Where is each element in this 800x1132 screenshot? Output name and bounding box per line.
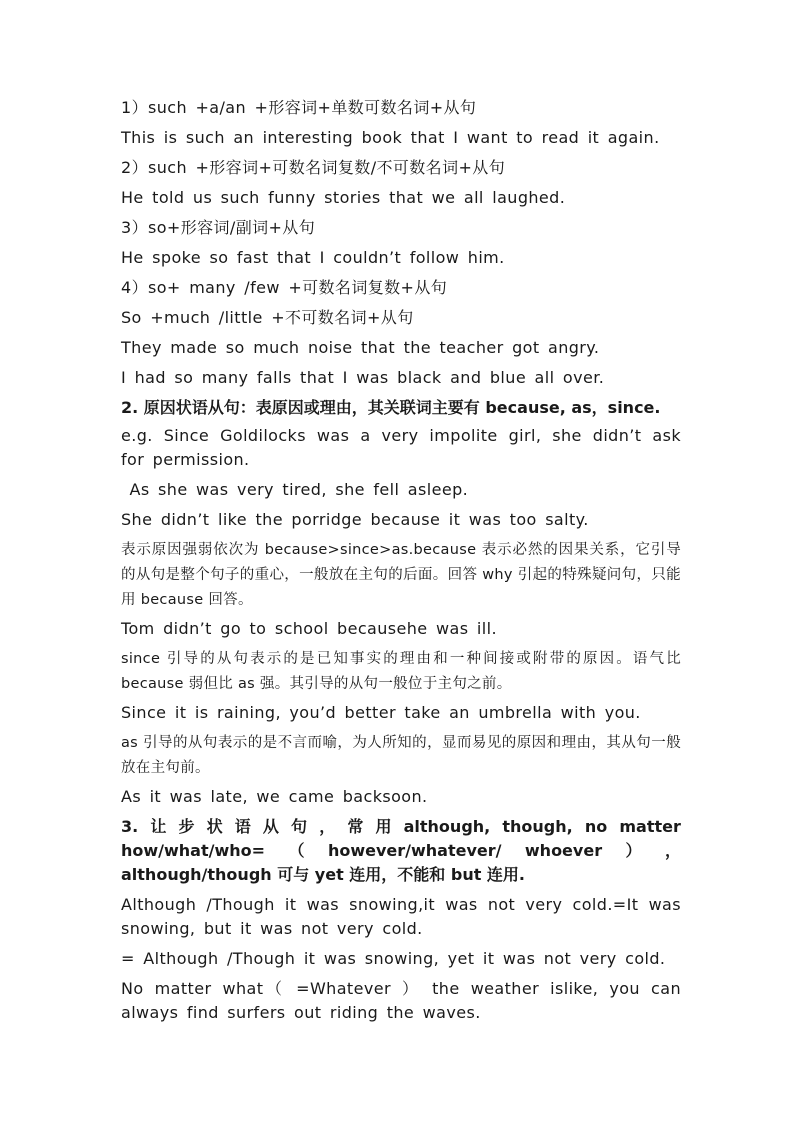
rule-such-plural: 2）such +形容词+可数名词复数/不可数名词+从句 — [121, 158, 506, 177]
heading-word: how/what/who= — [121, 841, 266, 860]
example-sentence: He spoke so fast that I couldn’t follow him. — [121, 248, 505, 267]
heading-word: 从 — [262, 817, 279, 836]
heading-word: 状 — [206, 817, 223, 836]
heading-word: ） — [625, 841, 642, 860]
explanation-because: 表示原因强弱依次为 because>since>as.because 表示必然的因果关系，它引导的从句是整个句子的重心，一般放在主句的后面。回答 why 引起的特殊疑问句，只能用 because 回答。 — [121, 542, 681, 608]
heading-word: no — [584, 817, 608, 836]
rule-such-a-an: 1）such +a/an +形容词+单数可数名词+从句 — [121, 98, 477, 117]
heading-word: 句 — [291, 817, 308, 836]
heading-word: 语 — [234, 817, 251, 836]
heading-row — [121, 839, 681, 863]
example-sentence: Tom didn’t go to school becausehe was ill. — [121, 619, 497, 638]
example-sentence: No matter what（ =Whatever ） the weather islike, you can always find surfers out riding the waves. — [121, 979, 681, 1022]
example-sentence: As she was very tired, she fell asleep. — [121, 480, 469, 499]
rule-so-much-little: So +much /little +不可数名词+从句 — [121, 308, 414, 327]
heading-word: 让 — [150, 817, 167, 836]
example-sentence: This is such an interesting book that I want to read it again. — [121, 128, 660, 147]
heading-word: matter — [619, 817, 681, 836]
heading-word: though, — [502, 817, 573, 836]
heading-word: （ — [288, 841, 305, 860]
example-sentence: = Although /Though it was snowing, yet it was not very cold. — [121, 949, 666, 968]
heading-word: ， — [664, 841, 681, 860]
example-sentence: Since it is raining, you’d better take an umbrella with you. — [121, 703, 641, 722]
section-heading-concession-clause — [121, 815, 681, 887]
example-sentence: As it was late, we came backsoon. — [121, 787, 428, 806]
example-sentence: She didn’t like the porridge because it was too salty. — [121, 510, 589, 529]
rule-so-adj: 3）so+形容词/副词+从句 — [121, 218, 316, 237]
example-sentence: e.g. Since Goldilocks was a very impolite girl, she didn’t ask for permission. — [121, 426, 681, 469]
heading-word: 3. — [121, 817, 139, 836]
explanation-as: as 引导的从句表示的是不言而喻，为人所知的，显而易见的原因和理由，其从句一般放在主句前。 — [121, 735, 681, 776]
example-sentence: Although /Though it was snowing,it was not very cold.=It was snowing, but it was not very cold. — [121, 895, 681, 938]
heading-word: although, — [403, 817, 491, 836]
section-heading-cause-clause: 2. 原因状语从句：表原因或理由，其关联词主要有 because, as，since. — [121, 398, 661, 417]
explanation-since: since 引导的从句表示的是已知事实的理由和一种间接或附带的原因。语气比 because 弱但比 as 强。其引导的从句一般位于主句之前。 — [121, 651, 681, 692]
heading-word: ， — [319, 817, 336, 836]
heading-row — [121, 815, 681, 839]
heading-word: however/whatever/ — [327, 841, 502, 860]
heading-word: whoever — [524, 841, 603, 860]
example-sentence: They made so much noise that the teacher got angry. — [121, 338, 600, 357]
example-sentence: I had so many falls that I was black and blue all over. — [121, 368, 605, 387]
heading-row: although/though 可与 yet 连用，不能和 but 连用. — [121, 865, 526, 884]
heading-word: 用 — [375, 817, 392, 836]
example-sentence: He told us such funny stories that we all laughed. — [121, 188, 566, 207]
rule-so-many-few: 4）so+ many /few +可数名词复数+从句 — [121, 278, 448, 297]
heading-word: 常 — [347, 817, 364, 836]
heading-word: 步 — [178, 817, 195, 836]
document-page — [121, 96, 681, 1031]
